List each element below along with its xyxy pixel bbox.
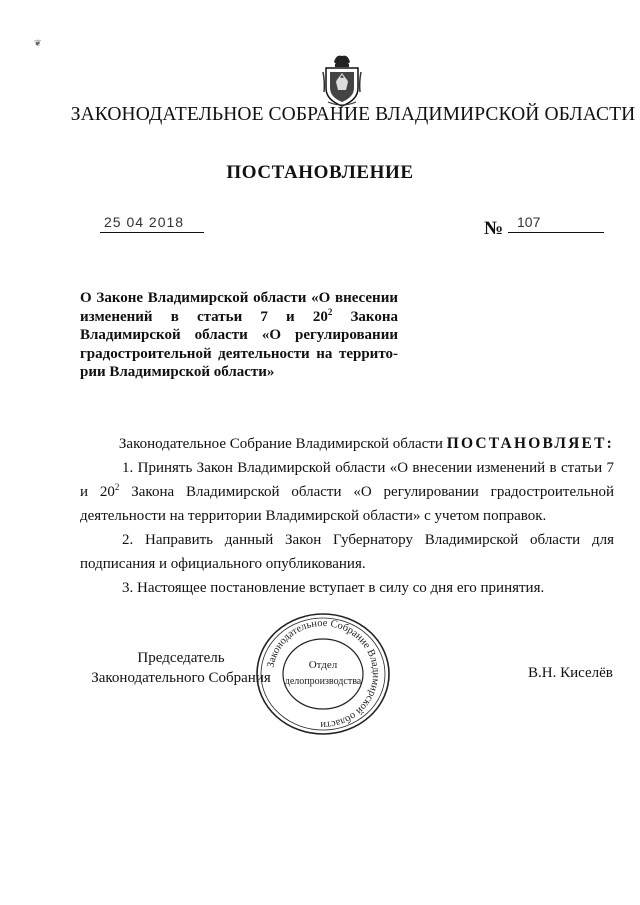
document-date: 25 04 2018 bbox=[104, 214, 185, 230]
stamp-ring-text: Законодательное Собрание Владимирской области bbox=[265, 617, 382, 731]
document-body bbox=[80, 432, 614, 600]
item-2-paragraph: 2. Направить данный Закон Губернатору Владимирской области для подписания и официального опубликования. bbox=[80, 532, 614, 572]
document-type-title: ПОСТАНОВЛЕНИЕ bbox=[226, 162, 414, 183]
scan-mark: ❦ bbox=[34, 38, 42, 48]
document-number: 107 bbox=[517, 214, 541, 230]
subject-line: О Законе Владимирской области «О внесении bbox=[80, 290, 398, 306]
subject-line: градостроительной деятельности на террито- bbox=[80, 345, 398, 362]
organization-title: ЗАКОНОДАТЕЛЬНОЕ СОБРАНИЕ ВЛАДИМИРСКОЙ ОБЛАСТИ bbox=[70, 104, 636, 125]
item-3-paragraph: 3. Настоящее постановление вступает в силу со дня его принятия. bbox=[122, 580, 545, 596]
subject-line: Владимирской области «О регулировании bbox=[80, 327, 398, 343]
official-stamp bbox=[254, 612, 392, 736]
stamp-center-text: Отдел bbox=[308, 659, 338, 671]
intro-paragraph: Законодательное Собрание Владимирской области ПОСТАНОВЛЯЕТ: bbox=[118, 435, 614, 452]
subject-line: изменений в статьи 7 и $20^2$ Закона bbox=[80, 306, 398, 325]
resolves-word: ПОСТАНОВЛЯЕТ: bbox=[446, 435, 614, 452]
stamp-center-text: делопроизводства bbox=[284, 676, 362, 687]
signatory-title: Председатель Законодательного Собрания bbox=[91, 650, 271, 686]
number-sign: № bbox=[484, 218, 504, 239]
signatory-name: В.Н. Киселёв bbox=[528, 665, 613, 681]
subject-line: рии Владимирской области» bbox=[80, 364, 275, 380]
document-subject bbox=[80, 289, 398, 382]
item-1-paragraph: 1. Принять Закон Владимирской области «О внесении изменений в статьи 7 и $20^2$ Закона Владимирской области «О регулировании градостроительной деятельности на территории Владимирской области» с учетом поправок. bbox=[80, 460, 615, 524]
coat-of-arms-emblem bbox=[322, 52, 362, 108]
